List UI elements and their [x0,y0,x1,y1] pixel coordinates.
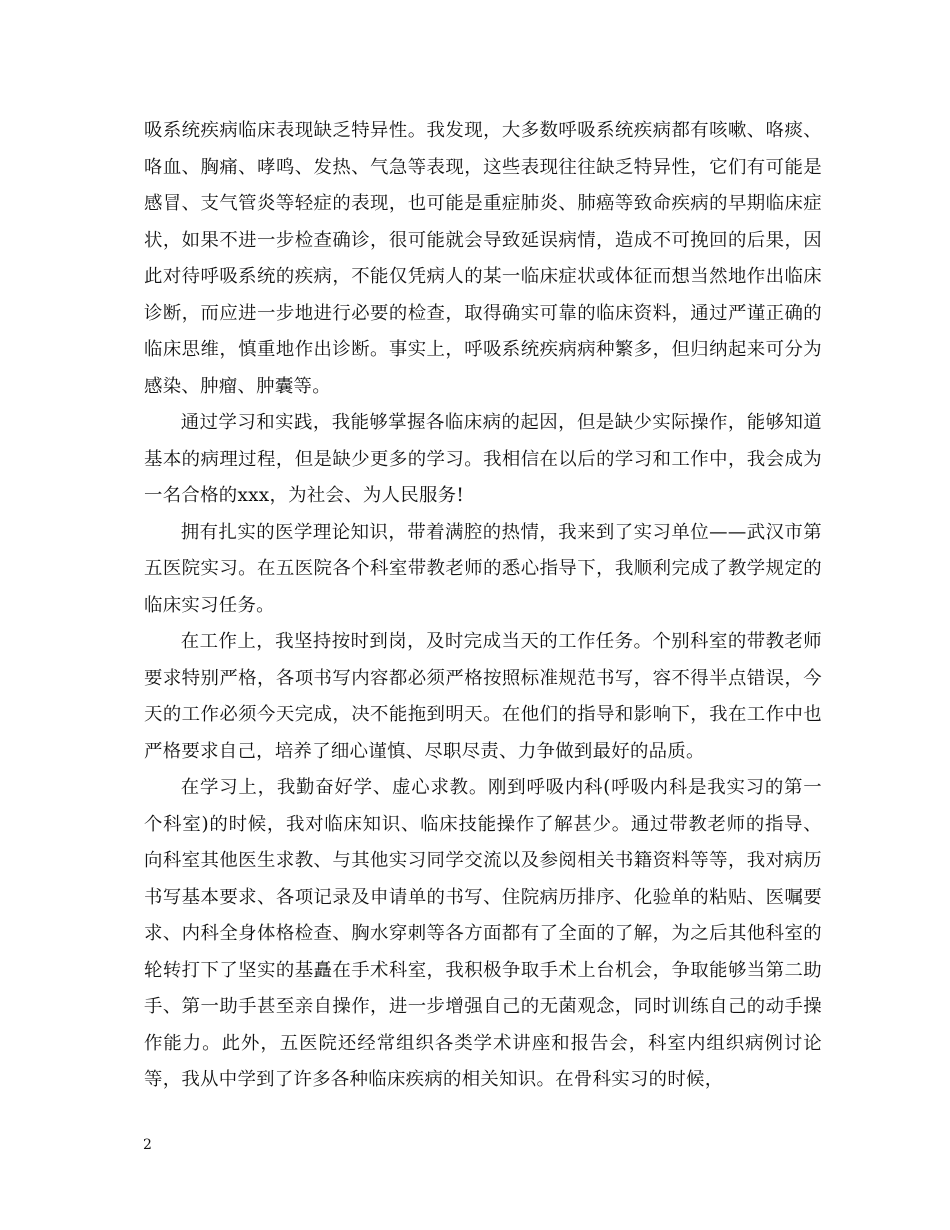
paragraph-2: 通过学习和实践，我能够掌握各临床病的起因，但是缺少实际操作，能够知道基本的病理过程，但是缺少更多的学习。我相信在以后的学习和工作中，我会成为一名合格的xxx，为社会、为人民服务! [144,412,822,506]
paragraph-5: 在学习上，我勤奋好学、虚心求教。刚到呼吸内科(呼吸内科是我实习的第一个科室)的时候，我对临床知识、临床技能操作了解甚少。通过带教老师的指导、向科室其他医生求教、与其他实习同学交流以及参阅相关书籍资料等等，我对病历书写基本要求、各项记录及申请单的书写、住院病历排序、化验单的粘贴、医嘱要求、内科全身体格检查、胸水穿刺等各方面都有了全面的了解，为之后其他科室的轮转打下了坚实的基矗在手术科室，我积极争取手术上台机会，争取能够当第二助手、第一助手甚至亲自操作，进一步增强自己的无菌观念，同时训练自己的动手操作能力。此外，五医院还经常组织各类学术讲座和报告会，科室内组织病例讨论等，我从中学到了许多各种临床疾病的相关知识。在骨科实习的时候， [144,777,822,1090]
document-body [144,113,822,1099]
paragraph-4: 在工作上，我坚持按时到岗，及时完成当天的工作任务。个别科室的带教老师要求特别严格，各项书写内容都必须严格按照标准规范书写，容不得半点错误，今天的工作必须今天完成，决不能拖到明天。在他们的指导和影响下，我在工作中也严格要求自己，培养了细心谨慎、尽职尽责、力争做到最好的品质。 [144,631,822,762]
paragraph-3: 拥有扎实的医学理论知识，带着满腔的热情，我来到了实习单位——武汉市第五医院实习。在五医院各个科室带教老师的悉心指导下，我顺利完成了教学规定的临床实习任务。 [144,521,822,616]
paragraph-1: 吸系统疾病临床表现缺乏特异性。我发现，大多数呼吸系统疾病都有咳嗽、咯痰、咯血、胸痛、哮鸣、发热、气急等表现，这些表现往往缺乏特异性，它们有可能是感冒、支气管炎等轻症的表现，也可能是重症肺炎、肺癌等致命疾病的早期临床症状，如果不进一步检查确诊，很可能就会导致延误病情，造成不可挽回的后果，因此对待呼吸系统的疾病，不能仅凭病人的某一临床症状或体征而想当然地作出临床诊断，而应进一步地进行必要的检查，取得确实可靠的临床资料，通过严谨正确的临床思维，慎重地作出诊断。事实上，呼吸系统疾病病种繁多，但归纳起来可分为感染、肿瘤、肿囊等。 [144,120,822,397]
page-number: 2 [143,1137,152,1153]
